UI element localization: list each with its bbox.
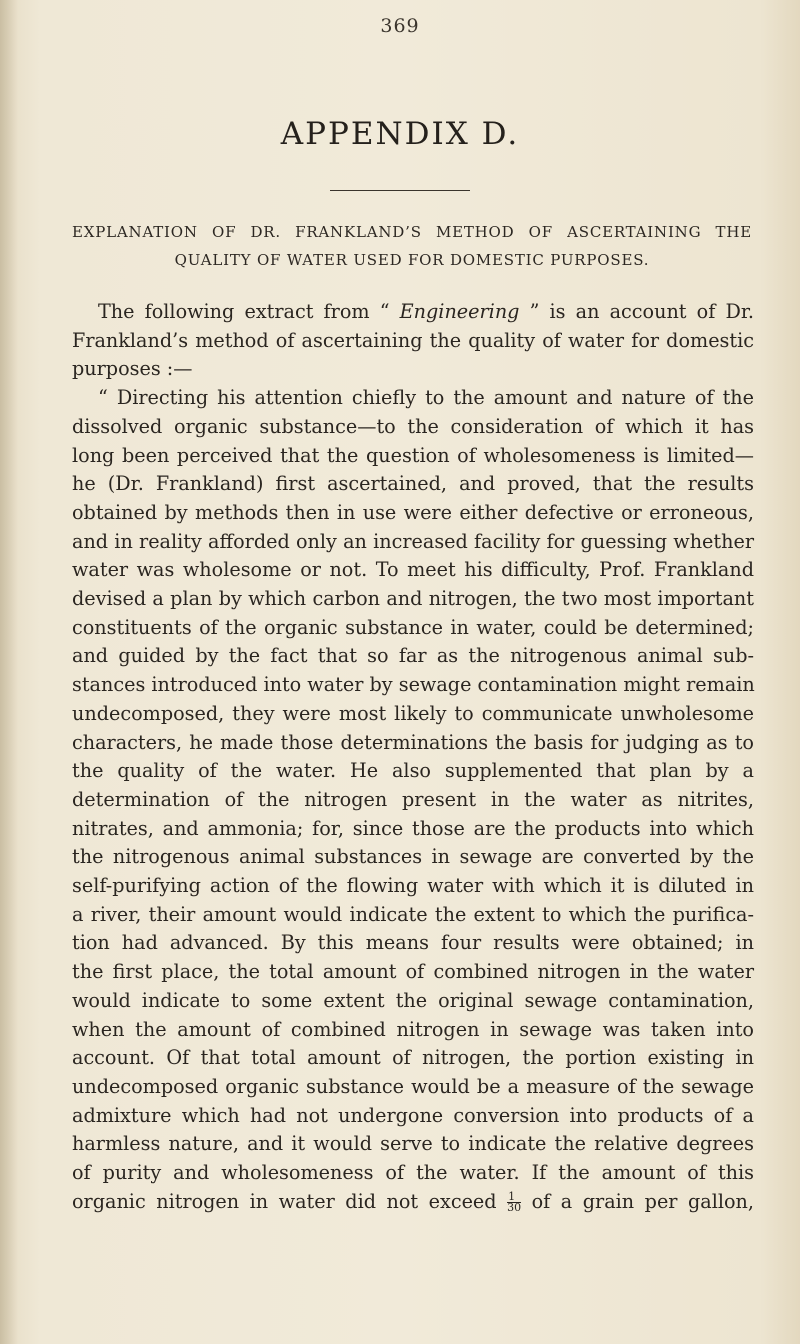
quoted-paragraph [72, 384, 754, 1216]
text-line: long been perceived that the question of wholesomeness is limited— [72, 443, 754, 467]
text-line: the first place, the total amount of combined nitrogen in the water [72, 960, 754, 984]
fraction-one-thirtieth: $\frac{1}{30}$ [507, 1190, 522, 1215]
text-line: the quality of the water. He also supplemented that plan by a [72, 759, 754, 783]
text-line: Frankland’s method of ascertaining the quality of water for domestic [72, 328, 754, 352]
text-line: determination of the nitrogen present in the water as nitrites, [72, 787, 754, 811]
text-line: The following extract from “ Engineering ” is an account of Dr. [98, 300, 754, 323]
appendix-title: APPENDIX D. [280, 116, 520, 152]
text-line: harmless nature, and it would serve to indicate the relative degrees [72, 1132, 754, 1156]
text-line: devised a plan by which carbon and nitrogen, the two most important [72, 587, 754, 611]
text-line: when the amount of combined nitrogen in sewage was taken into [72, 1017, 754, 1041]
text-line: water was wholesome or not. To meet his difficulty, Prof. Frankland [72, 558, 754, 582]
page-number: 369 [380, 15, 420, 37]
intro-paragraph [72, 298, 754, 384]
text-line: purposes :— [72, 357, 193, 381]
text-line: constituents of the organic substance in water, could be determined; [72, 615, 754, 639]
text-line: and in reality afforded only an increased facility for guessing whether [72, 529, 754, 553]
text-line: the nitrogenous animal substances in sewage are converted by the [72, 845, 754, 869]
text-line: he (Dr. Frankland) first ascertained, and proved, that the results [72, 472, 754, 496]
text-line: “ Directing his attention chiefly to the amount and nature of the [98, 386, 754, 410]
page-gutter-shadow [0, 0, 18, 1344]
text-line: undecomposed organic substance would be a measure of the sewage [72, 1074, 754, 1098]
title-divider [330, 190, 470, 191]
text-line: dissolved organic substance—to the consideration of which it has [72, 414, 754, 438]
text-line: and guided by the fact that so far as the nitrogenous animal sub- [72, 644, 754, 668]
text-line: undecomposed, they were most likely to communicate unwholesome [72, 701, 754, 725]
text-line: stances introduced into water by sewage contamination might remain [72, 673, 755, 697]
text-line: obtained by methods then in use were either defective or erroneous, [72, 500, 754, 524]
text-line: account. Of that total amount of nitrogen, the portion existing in [72, 1046, 754, 1070]
text-line: of purity and wholesomeness of the water. If the amount of this [72, 1161, 754, 1185]
text-line: admixture which had not undergone conversion into products of a [72, 1103, 754, 1127]
text-line: tion had advanced. By this means four results were obtained; in [72, 931, 754, 955]
body-text [72, 298, 754, 1217]
text-line: would indicate to some extent the original sewage contamination, [72, 988, 754, 1012]
text-line: nitrates, and ammonia; for, since those are the products into which [72, 816, 754, 840]
publication-title: Engineering [399, 300, 520, 323]
section-heading-line-1: EXPLANATION OF DR. FRANKLAND’S METHOD OF ASCERTAINING THE [72, 223, 752, 241]
text-line: a river, their amount would indicate the extent to which the purifica- [72, 902, 754, 926]
section-heading-line-2: QUALITY OF WATER USED FOR DOMESTIC PURPOSES. [174, 251, 650, 269]
text-line: organic nitrogen in water did not exceed $\frac{1}{30}$ of a grain per gallon, [72, 1189, 754, 1215]
section-heading [72, 218, 752, 274]
text-line: self-purifying action of the flowing water with which it is diluted in [72, 874, 754, 898]
text-line: characters, he made those determinations the basis for judging as to [72, 730, 754, 754]
